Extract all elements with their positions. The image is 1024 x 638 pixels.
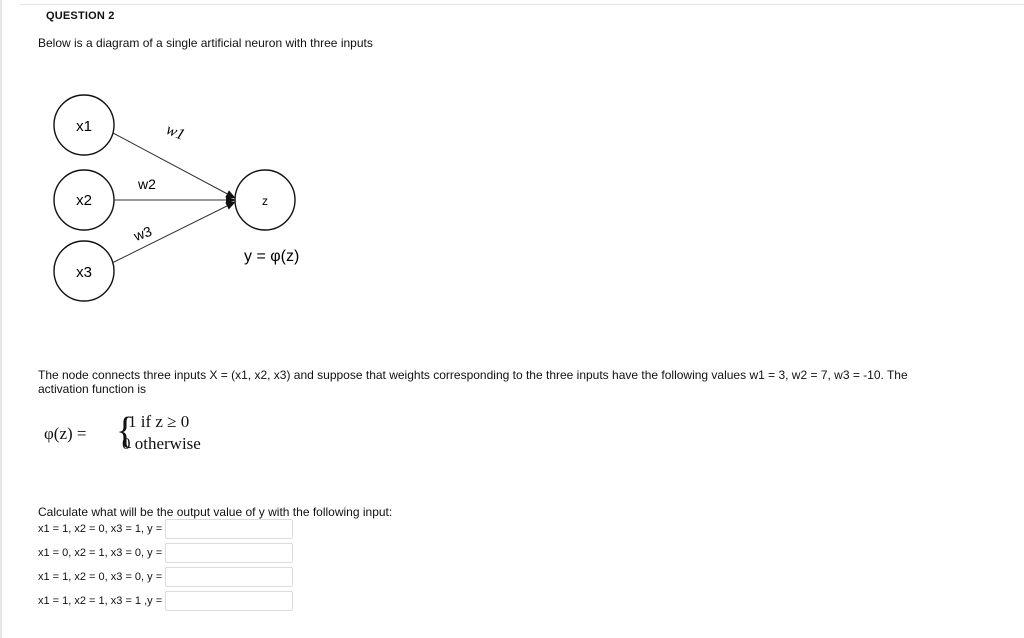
answer-row-1 [38,518,293,540]
left-border [0,0,2,638]
input-label-x1: x1 [76,118,92,135]
answer-row-label: x1 = 1, x2 = 0, x3 = 1, y = [38,523,163,535]
weight-label-w1: w1 [163,121,188,144]
activation-lhs: φ(z) = [44,424,87,443]
input-node-x2 [54,170,114,230]
weight-label-w2: w2 [138,176,156,192]
output-formula: y = φ(z) [244,248,300,265]
question-intro: Below is a diagram of a single artificial neuron with three inputs [38,36,373,50]
activation-case-1: 1 if z ≥ 0 [128,412,190,431]
problem-description: The node connects three inputs X = (x1, x2, x3) and suppose that weights corresponding to the three inputs have the following values w1 = 3, w2 = 7, w3 = -10. The activation function is [38,368,908,396]
answer-input-4[interactable] [165,591,293,611]
input-label-x3: x3 [76,264,92,281]
weight-label-w3: w3 [131,222,154,244]
answer-row-label: x1 = 1, x2 = 0, x3 = 0, y = [38,571,163,583]
answer-row-label: x1 = 1, x2 = 1, x3 = 1 ,y = [38,595,163,607]
answer-input-2[interactable] [165,543,293,563]
edge-x3-z [112,202,235,263]
calc-prompt: Calculate what will be the output value of y with the following input: [38,505,393,519]
input-node-x3 [54,241,114,301]
answer-input-3[interactable] [165,567,293,587]
output-node-z [235,170,295,230]
neuron-diagram [40,85,340,310]
input-node-x1 [54,95,114,155]
top-divider [20,4,1024,5]
output-label-z: z [262,194,268,208]
answer-input-1[interactable] [165,519,293,539]
answer-row-2 [38,542,293,564]
answer-row-4 [38,590,293,612]
input-label-x2: x2 [76,192,92,209]
activation-brace: { [116,410,135,452]
question-header: QUESTION 2 [46,10,115,22]
edge-x1-z [113,133,235,198]
answer-row-3 [38,566,293,588]
answer-row-label: x1 = 0, x2 = 1, x3 = 0, y = [38,547,163,559]
activation-case-2: 0 otherwise [122,434,201,453]
